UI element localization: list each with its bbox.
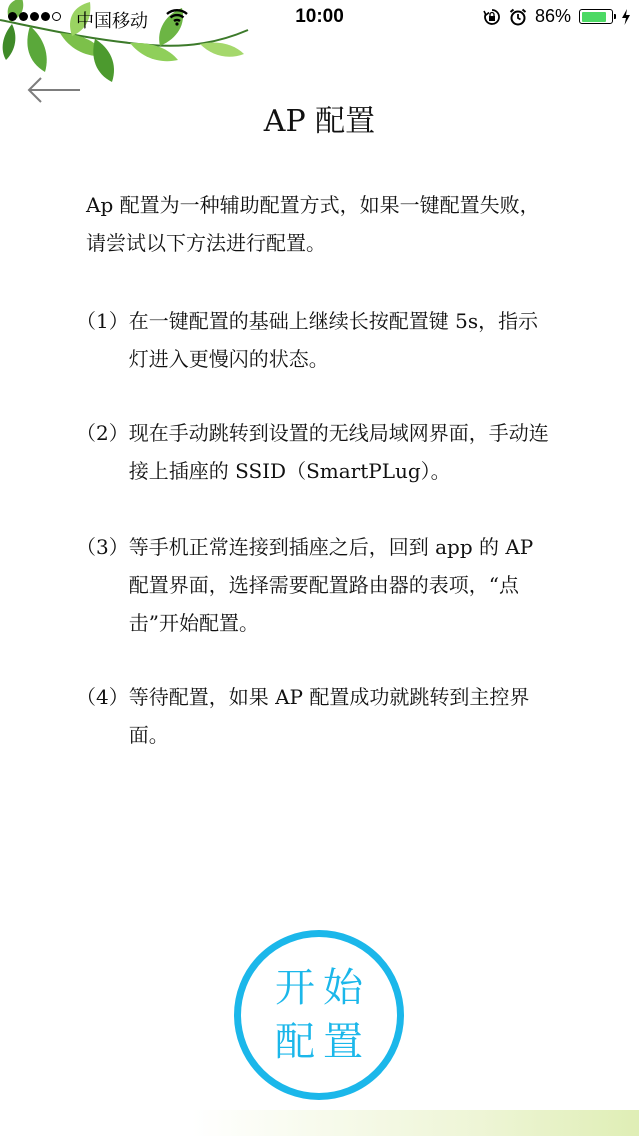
page-title: AP 配置: [263, 104, 376, 139]
step-number: （4）: [76, 685, 129, 709]
carrier-label: 中国移动: [76, 11, 148, 31]
start-button-label-line2: 配置: [275, 1019, 371, 1065]
step-text: 等待配置，如果 AP 配置成功就跳转到主控界面。: [128, 685, 530, 747]
step-text: 现在手动跳转到设置的无线局域网界面，手动连接上插座的 SSID（SmartPLug）。: [128, 421, 549, 483]
step-text: 等手机正常连接到插座之后，回到 app 的 AP 配置界面，选择需要配置路由器的表项，“点击”开始配置。: [128, 535, 534, 635]
start-config-button[interactable]: [234, 930, 404, 1100]
step-number: （3）: [76, 535, 129, 559]
list-item: [76, 302, 556, 378]
battery-percent: 86%: [534, 6, 571, 26]
list-item: [76, 678, 556, 754]
bottom-decoration: [0, 1110, 639, 1136]
start-button-label-line1: 开始: [275, 965, 371, 1011]
step-number: （2）: [76, 421, 129, 445]
list-item: [76, 414, 556, 490]
charging-icon: [621, 8, 631, 26]
step-text: 在一键配置的基础上继续长按配置键 5s，指示灯进入更慢闪的状态。: [128, 309, 539, 371]
list-item: [76, 528, 556, 642]
status-time: 10:00: [295, 6, 344, 27]
rotation-lock-icon: [483, 8, 501, 26]
alarm-icon: [509, 8, 527, 26]
intro-text: Ap 配置为一种辅助配置方式，如果一键配置失败，请尝试以下方法进行配置。: [86, 193, 540, 255]
step-number: （1）: [76, 309, 129, 333]
status-bar: [0, 0, 639, 36]
battery-icon: [579, 9, 613, 24]
